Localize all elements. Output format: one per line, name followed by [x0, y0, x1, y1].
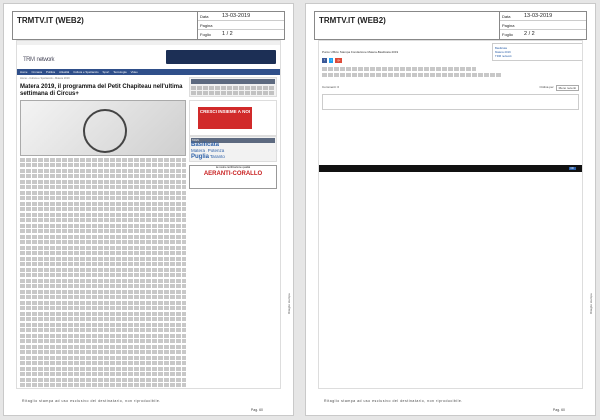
vertical-note-2: Ritaglio stampa [589, 293, 593, 314]
date-label: Data [200, 14, 209, 19]
aeranti-box[interactable] [189, 165, 277, 189]
cookie-banner [319, 165, 582, 172]
date-value: 13-03-2019 [222, 13, 251, 19]
footer-ritaglio-2: Ritaglio stampa ad uso esclusivo del destinatario, non riproducibile. [324, 399, 463, 403]
vertical-note: Ritaglio stampa [287, 293, 291, 314]
tag-potenza[interactable]: Potenza [207, 148, 225, 153]
content-columns [17, 75, 280, 389]
date-value-2: 13-03-2019 [524, 13, 553, 19]
logo-sub: network [36, 57, 55, 63]
page-header [12, 11, 285, 40]
share-twitter[interactable]: t [330, 59, 332, 62]
breadcrumb: Home › Cultura e Spettacolo › Matera 2019 [20, 77, 70, 80]
article-title: Matera 2019, il programma del Petit Chapiteau nell'ultima settimana di Circus+ [20, 84, 183, 97]
sidebar-box [189, 77, 277, 97]
publication-name-2: TRMTV.IT (WEB2) [319, 16, 386, 25]
tag-matera[interactable]: Matera [191, 148, 206, 153]
sidebar-box-title [191, 79, 275, 84]
publication-name: TRMTV.IT (WEB2) [17, 16, 84, 25]
nav-item-cultura[interactable]: Cultura e Spettacolo [73, 70, 99, 74]
sheet-value-2: 2 / 2 [524, 31, 535, 37]
list-item[interactable]: Basilicata [495, 46, 507, 50]
article-body [20, 158, 186, 390]
tags-box [189, 136, 277, 162]
page-number: Pag. 60 [250, 408, 263, 412]
comments-count: Commenti: 0 [322, 84, 340, 89]
nav-item-video[interactable]: Video [130, 70, 138, 74]
document-page-1 [3, 3, 294, 416]
related-list [492, 43, 583, 61]
sidebar [189, 77, 277, 389]
sort-label: Ordina per [539, 84, 554, 89]
sheet-value: 1 / 2 [222, 31, 233, 37]
tag-cloud: Basilicata Matera · Potenza Puglia Taranto [191, 142, 225, 160]
nav-item-home[interactable]: Home [20, 70, 28, 74]
article-column [20, 77, 186, 389]
related-line: Punto Ufficio Stampa Fondazione Matera-Basilicata 2019 [322, 50, 399, 54]
nav-item-tecnologia[interactable]: Tecnologia [113, 70, 127, 74]
header-banner [166, 50, 276, 64]
nav-item-sport[interactable]: Sport [102, 70, 110, 74]
share-facebook[interactable]: f [324, 59, 325, 62]
web-screenshot [16, 40, 281, 389]
nav-item-attualita[interactable]: Attualità [59, 70, 70, 74]
web-screenshot-2 [318, 40, 583, 389]
aeranti-logo: AERANTI-CORALLO [203, 171, 263, 177]
tag-puglia[interactable]: Puglia [191, 154, 210, 160]
page-number-2: Pag. 60 [552, 408, 565, 412]
list-item[interactable]: Matera 2019 [495, 50, 511, 54]
site-brand [17, 45, 280, 69]
mask-figure [83, 109, 127, 153]
sheet-label: Foglio [200, 32, 211, 37]
article-photo [20, 100, 186, 156]
document-page-2 [305, 3, 596, 416]
tag-basilicata[interactable]: Basilicata [191, 142, 220, 148]
tags-title: TAGS [191, 138, 275, 143]
aeranti-caption: la nostra certificazione qualità [215, 166, 251, 169]
share-google[interactable]: g+ [337, 59, 341, 62]
page-label: Pagina [200, 23, 213, 28]
sort-select[interactable]: Meno recenti [556, 85, 579, 91]
footer-ritaglio: Ritaglio stampa ad uso esclusivo del destinatario, non riproducibile. [22, 399, 161, 403]
ad-cresci[interactable]: CRESCI INSIEME A NOI [189, 100, 277, 136]
list-item[interactable]: TRM network [495, 54, 512, 58]
cookie-ok-button[interactable]: OK [570, 167, 574, 170]
header-meta [197, 12, 284, 39]
comment-input[interactable] [322, 94, 579, 110]
tag-taranto[interactable]: Taranto [209, 154, 225, 159]
site-logo[interactable]: TRM network [23, 57, 55, 63]
nav-item-politica[interactable]: Politica [46, 70, 56, 74]
comments-bar [322, 83, 579, 91]
page-header-2 [314, 11, 587, 40]
nav-item-cronaca[interactable]: Cronaca [31, 70, 43, 74]
header-meta-2: Data 13-03-2019 Pagina Foglio 2 / 2 [499, 12, 586, 39]
